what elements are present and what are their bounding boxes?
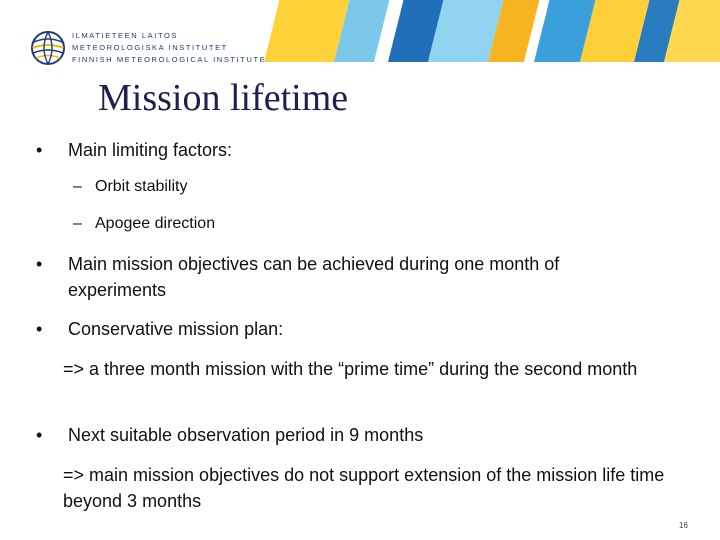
bullet-text: Conservative mission plan: <box>68 319 284 339</box>
logo-text-english: FINNISH METEOROLOGICAL INSTITUTE <box>72 55 267 64</box>
header-stripe-band <box>262 0 720 62</box>
bullet-marker: • <box>36 254 43 274</box>
bullet-marker: • <box>36 319 43 339</box>
page-number: 16 <box>679 521 688 530</box>
sub-bullet-text: Orbit stability <box>95 178 188 195</box>
logo-text-finnish: ILMATIETEEN LAITOS <box>72 31 179 40</box>
logo-text-swedish: METEOROLOGISKA INSTITUTET <box>72 43 228 52</box>
bullet-text: Main limiting factors: <box>68 140 233 160</box>
slide-title: Mission lifetime <box>98 77 349 119</box>
continuation-text: => a three month mission with the “prime time” during the second month <box>63 359 638 379</box>
continuation-text: => main mission objectives do not support extension of the mission life time beyond 3 months <box>63 465 665 511</box>
institute-logo <box>30 30 267 66</box>
bullet-text: Next suitable observation period in 9 months <box>68 425 424 445</box>
globe-logo-icon <box>30 30 66 66</box>
bullet-marker: • <box>36 140 43 160</box>
sub-bullet-marker: – <box>73 178 82 195</box>
bullet-marker: • <box>36 425 43 445</box>
sub-bullet-text: Apogee direction <box>95 215 216 232</box>
bullet-text: Main mission objectives can be achieved during one month of experiments <box>68 254 560 300</box>
sub-bullet-marker: – <box>73 215 82 232</box>
